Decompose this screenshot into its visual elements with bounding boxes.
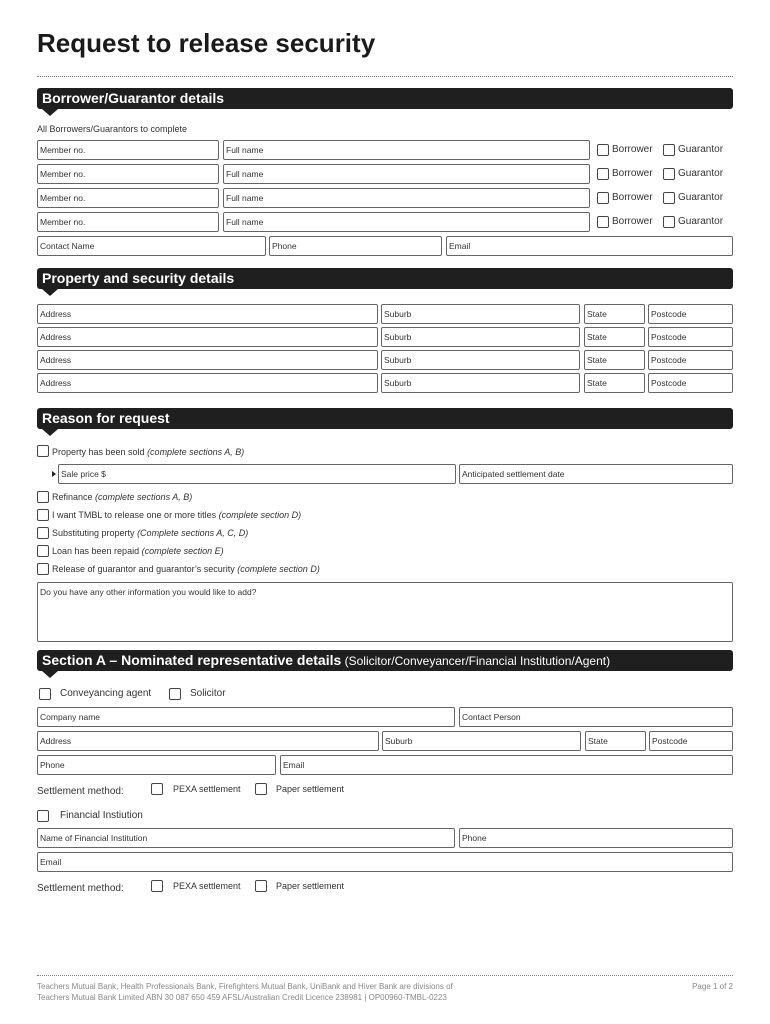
sale-price-field[interactable]: Sale price $	[58, 464, 456, 484]
guarantor-checkbox-4[interactable]	[663, 216, 675, 228]
member-no-field-1[interactable]: Member no.	[37, 140, 219, 160]
contact-name-field[interactable]: Contact Name	[37, 236, 266, 256]
reason-checkbox-refinance[interactable]	[37, 491, 49, 503]
page-number: Page 1 of 2	[692, 982, 733, 991]
paper-label-2: Paper settlement	[276, 881, 345, 891]
rep-address-field[interactable]: Address	[37, 731, 379, 751]
address-field-2[interactable]: Address	[37, 327, 378, 347]
pexa-label-2: PEXA settlement	[173, 881, 241, 891]
heading-pointer	[42, 671, 58, 678]
member-no-field-4[interactable]: Member no.	[37, 212, 219, 232]
reason-label-refinance: Refinance (complete sections A, B)	[52, 492, 193, 502]
section-heading-property: Property and security details	[37, 268, 733, 289]
address-field-1[interactable]: Address	[37, 304, 378, 324]
postcode-field-3[interactable]: Postcode	[648, 350, 733, 370]
state-field-2[interactable]: State	[584, 327, 645, 347]
footer-divider	[37, 975, 733, 976]
fi-phone-field[interactable]: Phone	[459, 828, 733, 848]
guarantor-checkbox-1[interactable]	[663, 144, 675, 156]
rep-suburb-field[interactable]: Suburb	[382, 731, 581, 751]
reason-checkbox-guarantor[interactable]	[37, 563, 49, 575]
phone-field[interactable]: Phone	[269, 236, 442, 256]
paper-checkbox-1[interactable]	[255, 783, 267, 795]
guarantor-label-2: Guarantor	[678, 168, 724, 179]
other-info-textarea[interactable]: Do you have any other information you would like to add?	[37, 582, 733, 642]
section-heading-a: Section A – Nominated representative details (Solicitor/Conveyancer/Financial Institution/Agent)	[37, 650, 733, 671]
suburb-field-1[interactable]: Suburb	[381, 304, 580, 324]
rep-email-field[interactable]: Email	[280, 755, 733, 775]
pexa-label-1: PEXA settlement	[173, 784, 241, 794]
company-name-field[interactable]: Company name	[37, 707, 455, 727]
pexa-checkbox-2[interactable]	[151, 880, 163, 892]
rep-phone-field[interactable]: Phone	[37, 755, 276, 775]
suburb-field-4[interactable]: Suburb	[381, 373, 580, 393]
heading-pointer	[42, 109, 58, 116]
footer-disclaimer	[37, 981, 453, 1003]
borrower-checkbox-3[interactable]	[597, 192, 609, 204]
reason-label-release-titles: I want TMBL to release one or more titles (complete section D)	[52, 510, 302, 520]
rep-state-field[interactable]: State	[585, 731, 646, 751]
reason-checkbox-sold[interactable]	[37, 445, 49, 457]
borrower-instruction: All Borrowers/Guarantors to complete	[37, 124, 188, 134]
settlement-method-label-1: Settlement method:	[37, 786, 124, 797]
reason-label-substituting: Substituting property (Complete sections A, C, D)	[52, 528, 249, 538]
divider	[37, 76, 733, 77]
borrower-checkbox-1[interactable]	[597, 144, 609, 156]
fi-email-field[interactable]: Email	[37, 852, 733, 872]
postcode-field-1[interactable]: Postcode	[648, 304, 733, 324]
full-name-field-3[interactable]: Full name	[223, 188, 590, 208]
reason-label-sold: Property has been sold (complete sections A, B)	[52, 447, 245, 457]
conveyancing-agent-checkbox[interactable]	[39, 688, 51, 700]
fi-name-field[interactable]: Name of Financial Institution	[37, 828, 455, 848]
section-heading-reason: Reason for request	[37, 408, 733, 429]
email-field[interactable]: Email	[446, 236, 733, 256]
address-field-4[interactable]: Address	[37, 373, 378, 393]
conveyancing-agent-label: Conveyancing agent	[60, 688, 152, 699]
borrower-label-3: Borrower	[612, 192, 653, 203]
full-name-field-1[interactable]: Full name	[223, 140, 590, 160]
borrower-label-1: Borrower	[612, 144, 653, 155]
financial-institution-label: Financial Instiution	[60, 810, 143, 821]
section-heading-borrower: Borrower/Guarantor details	[37, 88, 733, 109]
member-no-field-2[interactable]: Member no.	[37, 164, 219, 184]
settlement-method-label-2: Settlement method:	[37, 883, 124, 894]
postcode-field-4[interactable]: Postcode	[648, 373, 733, 393]
financial-institution-checkbox[interactable]	[37, 810, 49, 822]
full-name-field-2[interactable]: Full name	[223, 164, 590, 184]
footer-line-1: Teachers Mutual Bank, Health Professionals Bank, Firefighters Mutual Bank, UniBank and Hiver Bank are divisions of	[37, 982, 453, 991]
suburb-field-2[interactable]: Suburb	[381, 327, 580, 347]
full-name-field-4[interactable]: Full name	[223, 212, 590, 232]
borrower-label-2: Borrower	[612, 168, 653, 179]
reason-checkbox-repaid[interactable]	[37, 545, 49, 557]
paper-label-1: Paper settlement	[276, 784, 345, 794]
guarantor-label-1: Guarantor	[678, 144, 724, 155]
page-title: Request to release security	[37, 28, 376, 58]
state-field-1[interactable]: State	[584, 304, 645, 324]
paper-checkbox-2[interactable]	[255, 880, 267, 892]
solicitor-label: Solicitor	[190, 688, 226, 699]
reason-label-guarantor: Release of guarantor and guarantor’s security (complete section D)	[52, 564, 320, 574]
member-no-field-3[interactable]: Member no.	[37, 188, 219, 208]
postcode-field-2[interactable]: Postcode	[648, 327, 733, 347]
footer-line-2: Teachers Mutual Bank Limited ABN 30 087 650 459 AFSL/Australian Credit Licence 238981 | OP00960-TMBL-0223	[37, 993, 447, 1002]
heading-pointer	[42, 429, 58, 436]
address-field-3[interactable]: Address	[37, 350, 378, 370]
reason-checkbox-release-titles[interactable]	[37, 509, 49, 521]
solicitor-checkbox[interactable]	[169, 688, 181, 700]
guarantor-label-3: Guarantor	[678, 192, 724, 203]
guarantor-checkbox-3[interactable]	[663, 192, 675, 204]
reason-checkbox-substituting[interactable]	[37, 527, 49, 539]
rep-postcode-field[interactable]: Postcode	[649, 731, 733, 751]
pexa-checkbox-1[interactable]	[151, 783, 163, 795]
settlement-date-field[interactable]: Anticipated settlement date	[459, 464, 733, 484]
borrower-label-4: Borrower	[612, 216, 653, 227]
heading-pointer	[42, 289, 58, 296]
reason-label-repaid: Loan has been repaid (complete section E)	[52, 546, 224, 556]
state-field-4[interactable]: State	[584, 373, 645, 393]
caret-right-icon	[52, 471, 56, 477]
suburb-field-3[interactable]: Suburb	[381, 350, 580, 370]
state-field-3[interactable]: State	[584, 350, 645, 370]
guarantor-label-4: Guarantor	[678, 216, 724, 227]
contact-person-field[interactable]: Contact Person	[459, 707, 733, 727]
borrower-checkbox-2[interactable]	[597, 168, 609, 180]
guarantor-checkbox-2[interactable]	[663, 168, 675, 180]
borrower-checkbox-4[interactable]	[597, 216, 609, 228]
